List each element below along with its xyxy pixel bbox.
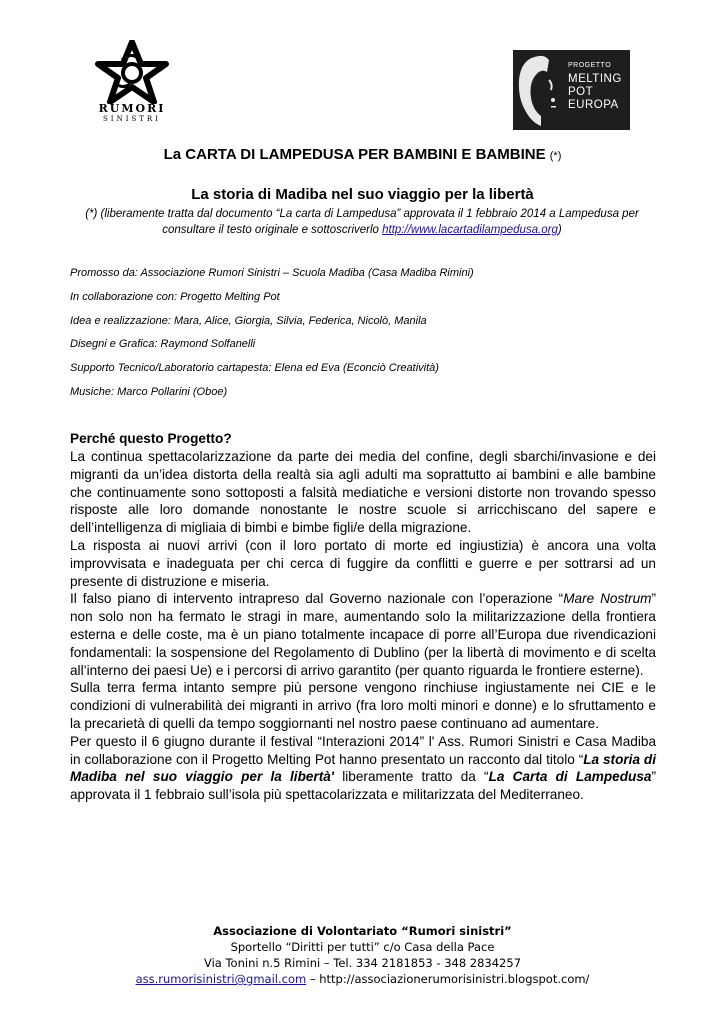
p3-start: Il falso piano di intervento intrapreso dal Governo nazionale con l’operazione “ <box>70 591 564 607</box>
logo-text-block <box>568 62 622 112</box>
lampedusa-link[interactable]: http://www.lacartadilampedusa.org <box>382 224 558 236</box>
footer-org: Associazione di Volontariato “Rumori sinistri” <box>213 924 512 938</box>
mare-nostrum: Mare Nostrum <box>563 591 652 607</box>
paragraph-3 <box>70 590 656 679</box>
paragraph-2: La risposta ai nuovi arrivi (con il loro portato di morte ed ingiustizia) è ancora una volta improvvisata e inadeguata per chi cerca di fuggire da conflitti e guerre e per sottrarsi ad un presente di distruzione e miseria. <box>70 537 656 589</box>
credit-supporto: Supporto Tecnico/Laboratorio cartapesta: Elena ed Eva (Econciò Creatività) <box>70 362 439 375</box>
note-line-2 <box>62 222 662 238</box>
note-suffix: ) <box>557 224 562 236</box>
title-asterisk: (*) <box>549 150 562 162</box>
p5-start: Per questo il 6 giugno durante il festival “Interazioni 2014” l' Ass. Rumori Sinistri e Casa Madiba in collaborazione con il Progetto Melting Pot hanno presentato un racconto dal titolo “ <box>70 733 656 767</box>
footer-email-link[interactable]: ass.rumorisinistri@gmail.com <box>135 972 307 986</box>
footer <box>0 923 725 987</box>
logo-text-melting: MELTING <box>568 73 622 85</box>
star-logo-icon <box>92 40 172 104</box>
body-section <box>70 430 656 804</box>
p5-story-title: La storia di Madiba nel suo viaggio per la libertà' <box>70 751 657 785</box>
footer-line-2: Sportello “Diritti per tutti” c/o Casa della Pace <box>230 940 495 954</box>
melting-pot-logo <box>513 50 630 130</box>
document-title <box>0 146 725 163</box>
p5-mid: liberamente tratto da “ <box>334 769 489 785</box>
paragraph-4: Sulla terra ferma intanto sempre più persone vengono rinchiuse ingiustamente nei CIE e le condizioni di vulnerabilità dei migranti in arrivo (fra loro molti minori e donne) e lo sfruttamento e la precarietà di quelli da tempo soggiornanti nel nostro paese continuano ad aumentare. <box>70 680 656 731</box>
credit-idea: Idea e realizzazione: Mara, Alice, Giorgia, Silvia, Federica, Nicolò, Manila <box>70 314 427 327</box>
note-line-1: (*) (liberamente tratta dal documento “La carta di Lampedusa” approvata il 1 febbraio 2014 a Lampedusa per <box>85 208 639 220</box>
logo-text-europa: EUROPA <box>568 99 619 111</box>
logo-text-pot: POT <box>568 86 594 98</box>
footer-blog-url: – http://associazionerumorisinistri.blogspot.com/ <box>306 972 590 986</box>
credit-disegni: Disegni e Grafica: Raymond Solfanelli <box>70 338 256 351</box>
paragraph-1: La continua spettacolarizzazione da parte dei media del confine, degli sbarchi/invasione e dei migranti da un’idea distorta della realtà sia agli adulti ma soprattutto ai bambini e alle bambine che continuamente sono sottoposti a falsità mediatiche e versioni distorte non trovando spesso risposte alle loro domande nonostante le nostre scuole si arricchiscano del sapere e dell’intelligenza di migliaia di bimbi e bimbe figli/e della migrazione. <box>70 449 656 536</box>
title-main: La CARTA DI LAMPEDUSA PER BAMBINI E BAMBINE <box>163 146 546 163</box>
p3-end: ” non solo non ha fermato le stragi in mare, aumentando solo la militarizzazione della frontiera esterna e delle coste, ma è un piano totalmente incapace di porre all’Europa due rivendicazioni fondamentali: la sospensione del Regolamento di Dublino (per la libertà di movimento e di scelta all’interno dei paesi Ue) e i percorsi di arrivo garantito (per quanto riguarda le frontiere esterne). <box>70 591 657 678</box>
footer-line-3: Via Tonini n.5 Rimini – Tel. 334 2181853 - 348 2834257 <box>203 956 522 970</box>
section-heading: Perché questo Progetto? <box>70 431 232 446</box>
logo-text-progetto: PROGETTO <box>568 62 612 69</box>
credit-promosso: Promosso da: Associazione Rumori Sinistri – Scuola Madiba (Casa Madiba Rimini) <box>70 267 474 279</box>
logo-text-sinistri: SINISTRI <box>103 115 161 123</box>
paragraph-5 <box>70 733 656 804</box>
source-note <box>62 206 662 238</box>
face-silhouette-icon <box>513 50 563 130</box>
rumori-sinistri-logo <box>92 40 172 132</box>
p5-carta-title: La Carta di Lampedusa <box>488 769 652 785</box>
note-prefix: consultare il testo originale e sottoscriverlo <box>162 224 383 236</box>
document-subtitle: La storia di Madiba nel suo viaggio per la libertà <box>191 186 534 203</box>
logo-text-rumori: RUMORI <box>98 102 166 115</box>
credits-list <box>70 265 670 408</box>
credit-musiche: Musiche: Marco Pollarini (Oboe) <box>70 385 228 398</box>
p5-end: ” approvata il 1 febbraio sull’isola più spettacolarizzata e militarizzata del Mediterraneo. <box>70 769 657 803</box>
credit-collaborazione: In collaborazione con: Progetto Melting Pot <box>70 290 280 303</box>
footer-line-4 <box>0 971 725 987</box>
